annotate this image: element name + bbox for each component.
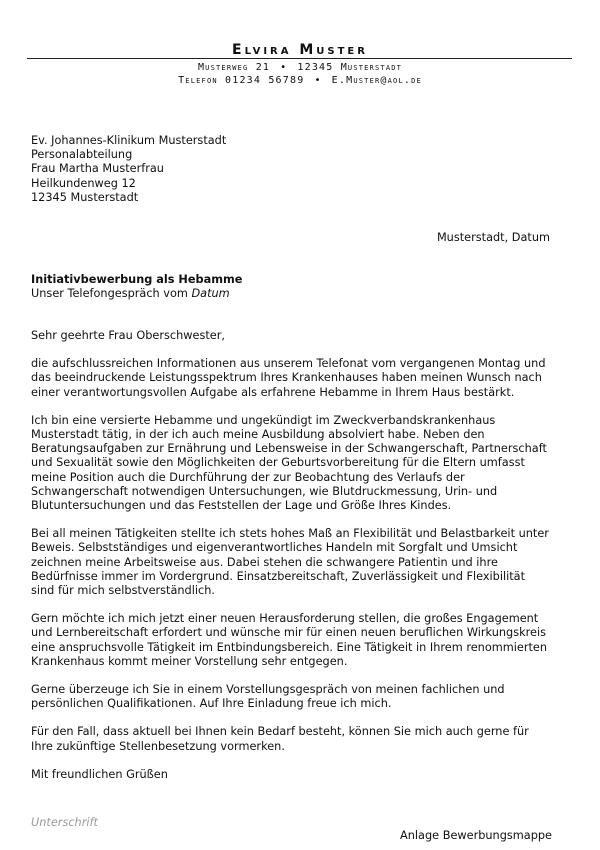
recipient-address [31,134,551,205]
salutation: Sehr geehrte Frau Oberschwester, [31,329,225,342]
paragraph: die aufschlussreichen Informationen aus unserem Telefonat vom vergangenen Montag und das beeindruckende Leistungsspektrum Ihres Krankenhauses haben meinen Wunsch nach einer verantwortungsvollen Aufgabe als erfahrene Hebamme in Ihrem Haus bestärkt. [31,357,546,399]
recipient-organization: Ev. Johannes-Klinikum Musterstadt [31,134,227,147]
subject-reference [31,287,551,301]
recipient-street: Heilkundenweg 12 [31,176,136,190]
separator-dot: • [280,62,288,73]
sender-city: 12345 Musterstadt [297,62,403,73]
subject-reference-text: Unser Telefongespräch vom [31,287,192,301]
sender-contact-line [0,75,600,86]
attachment-note: Anlage Bewerbungsmappe [400,829,552,842]
subject-title: Initiativbewerbung als Hebamme [31,273,243,286]
sender-address-line [0,62,600,73]
recipient-city: 12345 Musterstadt [31,190,139,204]
paragraph: Bei all meinen Tätigkeiten stellte ich stets hohes Maß an Flexibilität und Belastbarkeit unter Beweis. Selbstständiges und eigenverantwortliches Handeln mit Sorgfalt und Umsicht zeichnen meine Arbeitsweise aus. Dabei stehen die schwangere Patientin und ihre Bedürfnisse immer im Vordergrund. Einsatzbereitschaft, Zuverlässigkeit und Flexibilität sind für mich selbstverständlich. [31,527,549,598]
signature-placeholder: Unterschrift [31,816,98,829]
subject-block [31,273,551,301]
separator-dot: • [314,75,322,86]
sender-phone: Telefon 01234 56789 [178,75,305,86]
place-date: Musterstadt, Datum [436,231,550,244]
recipient-department: Personalabteilung [31,148,133,162]
sender-street: Musterweg 21 [197,62,271,73]
header-divider [27,58,572,59]
paragraph: Für den Fall, dass aktuell bei Ihnen kein Bedarf besteht, können Sie mich auch gerne für Ihre zukünftige Stellenbesetzung vormerken. [31,725,529,753]
paragraph: Gerne überzeuge ich Sie in einem Vorstellungsgespräch von meinen fachlichen und persönlichen Qualifikationen. Auf Ihre Einladung freue ich mich. [31,683,505,711]
recipient-person: Frau Martha Musterfrau [31,162,164,176]
paragraph: Ich bin eine versierte Hebamme und ungekündigt im Zweckverbandskrankenhaus Musterstadt tätig, in der ich auch meine Ausbildung absolviert habe. Neben den Beratungsaufgaben zur Ernährung und Lebensweise in der Schwangerschaft, Partnerschaft und Sexualität sowie den Möglichkeiten der Geburtsvorbereitung für die Eltern umfasst meine Position auch die Durchführung der zur Beobachtung des Verlaufs der Schwangerschaft notwendigen Untersuchungen, wie Blutdruckmessung, Urin- und Blutuntersuchungen und das Feststellen der Lage und Größe Ihres Kindes. [31,413,547,513]
letter-body [31,329,551,796]
paragraph: Gern möchte ich mich jetzt einer neuen Herausforderung stellen, die großes Engagement und Lernbereitschaft erfordert und wünsche mir für einen neuen beruflichen Wirkungskreis eine anspruchsvolle Tätigkeit im Entbindungsbereich. Eine Tätigkeit in Ihrem renommierten Krankenhaus kommt meiner Vorstellung sehr entgegen. [31,612,548,668]
sender-email: E.Muster@aol.de [331,75,422,86]
sender-name: Elvira Muster [232,42,368,58]
subject-reference-date: Datum [191,287,230,301]
closing: Mit freundlichen Grüßen [31,767,168,781]
